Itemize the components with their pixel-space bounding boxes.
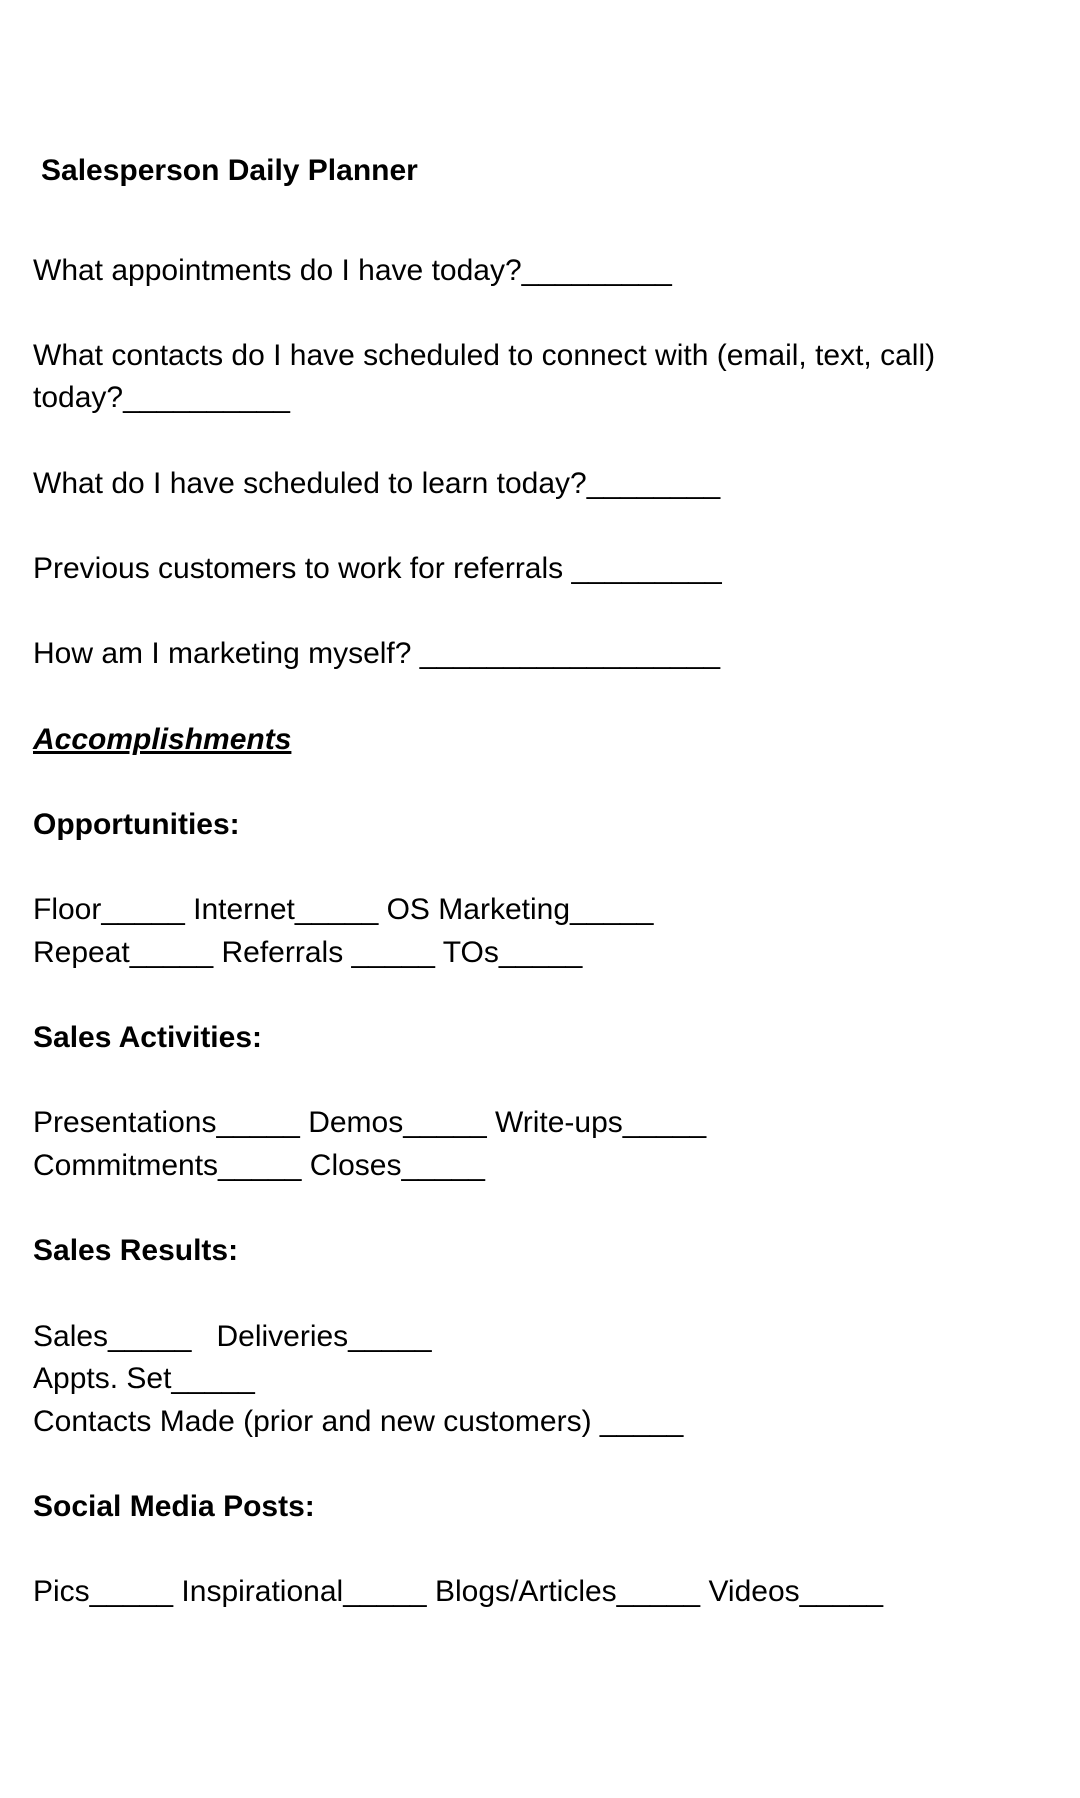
question-referrals: Previous customers to work for referrals _________ (33, 552, 722, 585)
question-appointments: What appointments do I have today?_________ (33, 254, 672, 287)
sales-activities-row-2: Commitments_____ Closes_____ (33, 1149, 485, 1182)
question-learn: What do I have scheduled to learn today?________ (33, 467, 721, 500)
question-marketing: How am I marketing myself? __________________ (33, 637, 721, 670)
opportunities-row-2: Repeat_____ Referrals _____ TOs_____ (33, 936, 583, 969)
social-media-heading: Social Media Posts: (33, 1490, 315, 1523)
question-contacts-line1: What contacts do I have scheduled to connect with (email, text, call) (33, 339, 936, 372)
sales-results-row-3: Contacts Made (prior and new customers) _____ (33, 1405, 684, 1438)
sales-results-row-1: Sales_____ Deliveries_____ (33, 1320, 432, 1353)
sales-activities-heading: Sales Activities: (33, 1021, 262, 1054)
opportunities-heading: Opportunities: (33, 808, 240, 841)
social-media-row-1: Pics_____ Inspirational_____ Blogs/Articles_____ Videos_____ (33, 1575, 884, 1608)
sales-activities-row-1: Presentations_____ Demos_____ Write-ups_____ (33, 1106, 707, 1139)
opportunities-row-1: Floor_____ Internet_____ OS Marketing_____ (33, 893, 654, 926)
accomplishments-heading: Accomplishments (33, 723, 292, 756)
sales-results-heading: Sales Results: (33, 1234, 239, 1267)
sales-results-row-2: Appts. Set_____ (33, 1362, 255, 1395)
question-contacts-line2: today?__________ (33, 381, 290, 414)
document-title: Salesperson Daily Planner (41, 154, 418, 187)
